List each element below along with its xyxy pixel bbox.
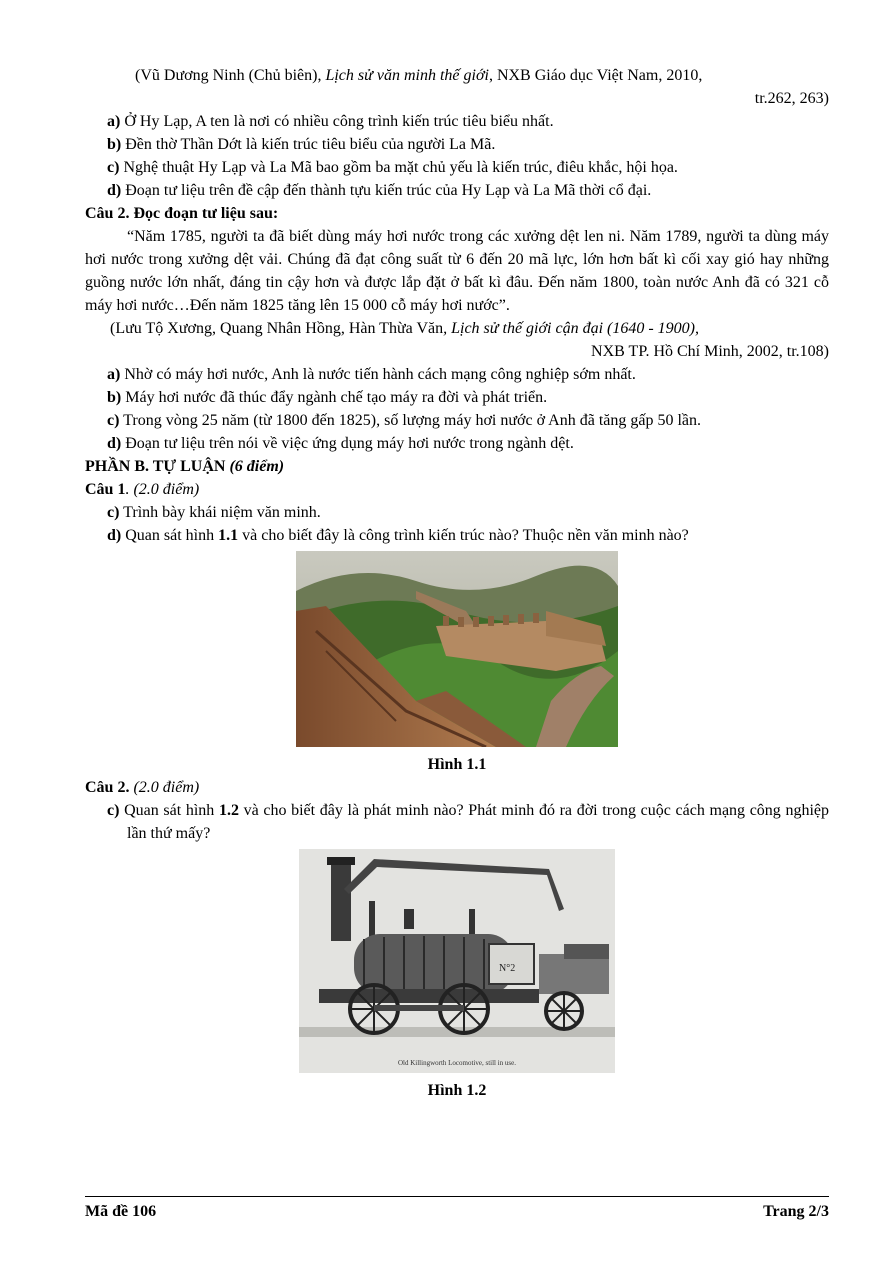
citation-author: (Vũ Dương Ninh (Chủ biên), bbox=[135, 67, 326, 84]
q2-item-d: d) Đoạn tư liệu trên nói về việc ứng dụng máy hơi nước trong ngành dệt. bbox=[107, 435, 574, 452]
essay-2-heading: Câu 2. (2.0 điểm) bbox=[85, 779, 200, 796]
q2-passage: “Năm 1785, người ta đã biết dùng máy hơi nước trong các xưởng dệt len ni. Năm 1789, người ta dùng máy hơi nước trong xưởng dệt vải. Chúng đã đạt công suất từ 6 đến 20 mã lực, lớn hơn bất kì cối xay gió hay những guồng nước lớn nhất, đáng tin cậy hơn và được lắp đặt ở bất kì đâu. Đến năm 1800, toàn nước Anh đã có 321 cỗ máy hơi nước…Đến năm 1825 tăng lên 15 000 cỗ máy hơi nước”. bbox=[85, 228, 829, 314]
locomotive-image bbox=[299, 849, 615, 1073]
page-footer bbox=[85, 1196, 829, 1223]
document-body bbox=[85, 64, 829, 1102]
q2-item-c: c) Trong vòng 25 năm (từ 1800 đến 1825), số lượng máy hơi nước ở Anh đã tăng gấp 50 lần. bbox=[107, 412, 702, 429]
exam-code: Mã đề 106 bbox=[85, 1203, 157, 1220]
citation-2-pages: NXB TP. Hồ Chí Minh, 2002, tr.108) bbox=[591, 343, 829, 360]
page-number: Trang 2/3 bbox=[763, 1203, 829, 1220]
citation-1 bbox=[85, 64, 829, 87]
q1-item-d: d) Đoạn tư liệu trên đề cập đến thành tựu kiến trúc của Hy Lạp và La Mã thời cổ đại. bbox=[107, 182, 652, 199]
locomotive-inner-caption: Old Killingworth Locomotive, still in use. bbox=[397, 1059, 517, 1067]
citation-publisher: , NXB Giáo dục Việt Nam, 2010, bbox=[488, 67, 703, 84]
q2-item-a: a) Nhờ có máy hơi nước, Anh là nước tiến hành cách mạng công nghiệp sớm nhất. bbox=[107, 366, 636, 383]
great-wall-image bbox=[296, 551, 618, 747]
citation-1-pages: tr.262, 263) bbox=[754, 90, 829, 107]
figure-2-caption: Hình 1.2 bbox=[427, 1082, 487, 1099]
essay-2-item-c: c) Quan sát hình 1.2 và cho biết đây là phát minh nào? Phát minh đó ra đời trong cuộc cách mạng công nghiệp lần thứ mấy? bbox=[107, 802, 830, 842]
essay-1-item-d: d) Quan sát hình 1.1 và cho biết đây là công trình kiến trúc nào? Thuộc nền văn minh nào? bbox=[107, 527, 689, 544]
citation-2: (Lưu Tộ Xương, Quang Nhân Hồng, Hàn Thừa Văn, Lịch sử thế giới cận đại (1640 - 1900), bbox=[110, 320, 699, 337]
q2-heading: Câu 2. Đọc đoạn tư liệu sau: bbox=[85, 205, 279, 222]
locomotive-plate-number: N°2 bbox=[499, 963, 516, 974]
q1-item-b: b) Đền thờ Thần Dớt là kiến trúc tiêu biểu của người La Mã. bbox=[107, 136, 496, 153]
part-b-heading: PHẦN B. TỰ LUẬN (6 điểm) bbox=[85, 458, 285, 475]
essay-1-item-c: c) Trình bày khái niệm văn minh. bbox=[107, 504, 321, 521]
citation-title: Lịch sử văn minh thế giới bbox=[325, 67, 489, 84]
q1-item-c: c) Nghệ thuật Hy Lạp và La Mã bao gồm ba mặt chủ yếu là kiến trúc, điêu khắc, hội họa. bbox=[107, 159, 678, 176]
essay-1-heading: Câu 1. (2.0 điểm) bbox=[85, 481, 200, 498]
q2-item-b: b) Máy hơi nước đã thúc đẩy ngành chế tạo máy ra đời và phát triển. bbox=[107, 389, 548, 406]
q1-item-a: a) Ở Hy Lạp, A ten là nơi có nhiều công trình kiến trúc tiêu biểu nhất. bbox=[107, 113, 554, 130]
figure-1-caption: Hình 1.1 bbox=[427, 756, 487, 773]
